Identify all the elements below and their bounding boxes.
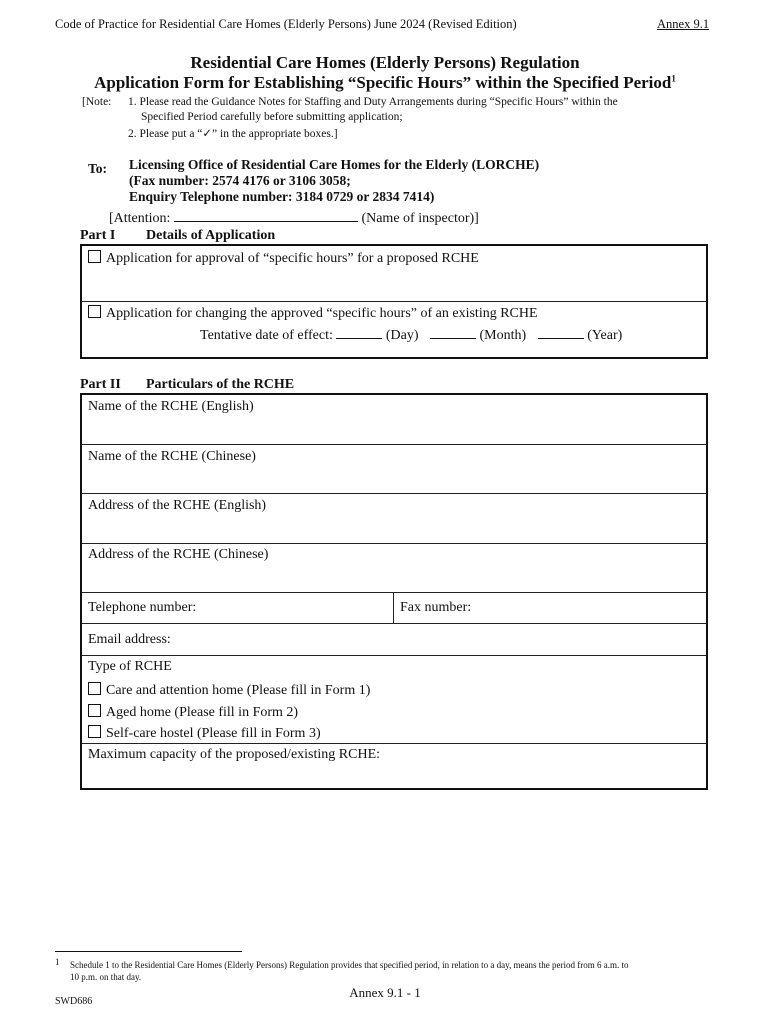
type-self-care <box>88 725 321 742</box>
option-new-rche <box>88 250 479 267</box>
year-field[interactable] <box>538 325 584 339</box>
type-self-care-label: Self-care hostel (Please fill in Form 3) <box>106 726 321 741</box>
field-name-chinese[interactable]: Name of the RCHE (Chinese) <box>88 449 256 464</box>
form-title-text: Application Form for Establishing “Specific Hours” within the Specified Period <box>94 73 672 92</box>
page-number: Annex 9.1 - 1 <box>349 985 421 1000</box>
column-divider <box>393 593 394 623</box>
annex-label: Annex 9.1 <box>657 17 710 31</box>
attention-label: [Attention: <box>109 211 171 226</box>
option-change-rche-label: Application for changing the approved “specific hours” of an existing RCHE <box>106 306 538 321</box>
field-name-english[interactable]: Name of the RCHE (English) <box>88 399 254 414</box>
note-label: [Note: <box>82 96 112 108</box>
form-code: SWD686 <box>55 996 93 1007</box>
type-aged-home-label: Aged home (Please fill in Form 2) <box>106 705 299 720</box>
row-divider <box>82 623 706 624</box>
row-divider <box>82 493 706 494</box>
form-title <box>0 73 770 93</box>
row-divider <box>82 655 706 656</box>
field-address-chinese[interactable]: Address of the RCHE (Chinese) <box>88 547 269 562</box>
footnote-text-cont: 10 p.m. on that day. <box>70 972 142 982</box>
note-item-2: 2. Please put a “✓” in the appropriate boxes.] <box>128 128 338 140</box>
part-2-title: Particulars of the RCHE <box>146 377 295 392</box>
field-telephone[interactable]: Telephone number: <box>88 600 197 615</box>
row-divider <box>82 444 706 445</box>
day-label: (Day) <box>385 328 419 343</box>
attention-suffix: (Name of inspector)] <box>361 211 479 226</box>
checkbox-self-care[interactable] <box>88 725 101 738</box>
type-aged-home <box>88 704 298 721</box>
checkbox-care-attention[interactable] <box>88 682 101 695</box>
attention-line <box>109 208 479 227</box>
day-field[interactable] <box>336 325 382 339</box>
checkbox-change-rche[interactable] <box>88 305 101 318</box>
type-of-rche-label: Type of RCHE <box>88 659 172 674</box>
footnote-ref: 1 <box>671 73 676 84</box>
checkbox-aged-home[interactable] <box>88 704 101 717</box>
recipient-office: Licensing Office of Residential Care Homes for the Elderly (LORCHE) <box>129 157 540 172</box>
footnote-rule <box>55 951 242 952</box>
type-care-attention-label: Care and attention home (Please fill in Form 1) <box>106 683 371 698</box>
footnote-number: 1 <box>55 957 60 967</box>
field-address-english[interactable]: Address of the RCHE (English) <box>88 498 267 513</box>
row-divider <box>82 592 706 593</box>
footnote-text: Schedule 1 to the Residential Care Homes (Elderly Persons) Regulation provides that specified period, in relation to a day, means the period from 6 a.m. to <box>70 960 629 970</box>
note-item-1: 1. Please read the Guidance Notes for Staffing and Duty Arrangements during “Specific Hours” within the <box>128 96 618 108</box>
part-2-label: Part II <box>80 377 121 392</box>
fax-numbers: (Fax number: 2574 4176 or 3106 3058; <box>129 173 351 188</box>
row-divider <box>82 543 706 544</box>
inspector-name-field[interactable] <box>174 208 358 222</box>
row-divider <box>82 743 706 744</box>
part-1-label: Part I <box>80 228 116 243</box>
year-label: (Year) <box>587 328 623 343</box>
note-item-1-cont: Specified Period carefully before submitting application; <box>141 111 403 123</box>
part-1-title: Details of Application <box>146 228 276 243</box>
option-new-rche-label: Application for approval of “specific hours” for a proposed RCHE <box>106 251 479 266</box>
document-header: Code of Practice for Residential Care Homes (Elderly Persons) June 2024 (Revised Edition) <box>55 17 517 31</box>
part-1-divider <box>82 301 706 302</box>
checkbox-new-rche[interactable] <box>88 250 101 263</box>
regulation-title: Residential Care Homes (Elderly Persons) Regulation <box>190 53 580 72</box>
enquiry-phone: Enquiry Telephone number: 3184 0729 or 2834 7414) <box>129 189 435 204</box>
type-care-attention <box>88 682 370 699</box>
option-change-rche <box>88 305 538 322</box>
tentative-date-row <box>200 325 622 344</box>
tentative-date-label: Tentative date of effect: <box>200 328 333 343</box>
field-fax[interactable]: Fax number: <box>400 600 472 615</box>
month-label: (Month) <box>479 328 527 343</box>
field-email[interactable]: Email address: <box>88 632 171 647</box>
field-max-capacity[interactable]: Maximum capacity of the proposed/existing RCHE: <box>88 747 381 762</box>
month-field[interactable] <box>430 325 476 339</box>
to-label: To: <box>88 161 108 176</box>
